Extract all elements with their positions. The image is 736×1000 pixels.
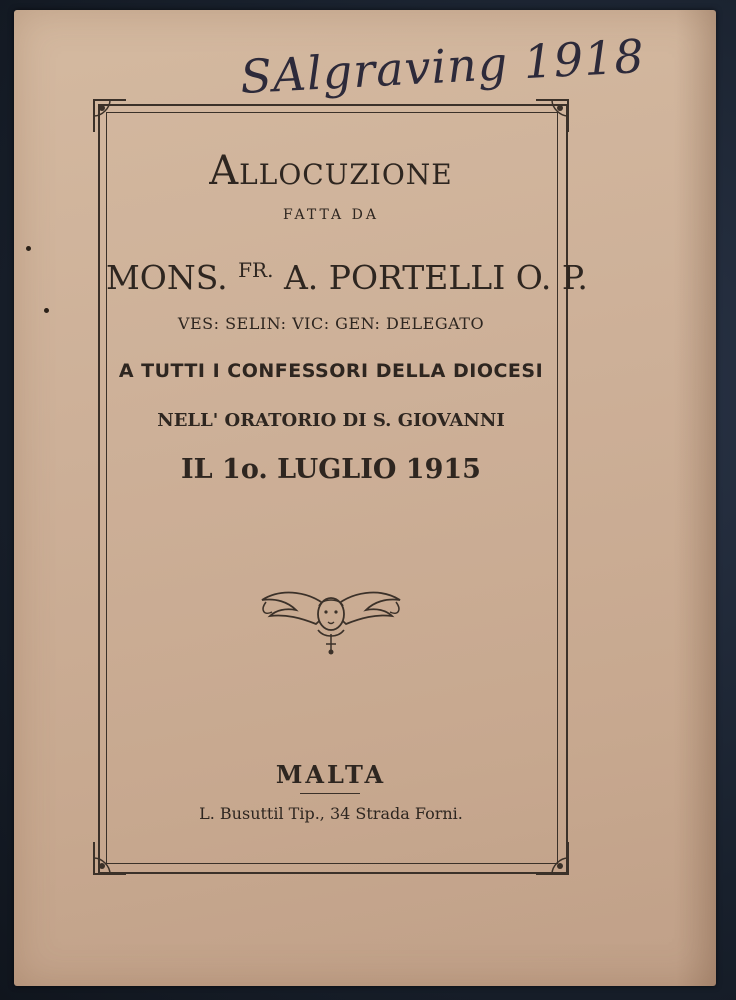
binding-hole — [26, 246, 31, 251]
divider — [300, 793, 360, 794]
city-line: MALTA — [275, 760, 387, 789]
printer-line: L. Busuttil Tip., 34 Strada Forni. — [199, 804, 463, 823]
binding-hole — [44, 308, 49, 313]
date-line: IL 1o. LUGLIO 1915 — [181, 454, 481, 485]
corner-ornament-icon — [90, 96, 130, 136]
author-name: A. PORTELLI O. P. — [283, 258, 588, 297]
author-line — [106, 250, 588, 298]
author-prefix: MONS. — [106, 258, 228, 297]
handwritten-signature: SAlgraving 1918 — [238, 28, 646, 105]
place-line: NELL' ORATORIO DI S. GIOVANNI — [157, 410, 505, 431]
corner-ornament-icon — [532, 838, 572, 878]
corner-ornament-icon — [90, 838, 130, 878]
audience-line: A TUTTI I CONFESSORI DELLA DIOCESI — [118, 360, 544, 382]
author-title: FR. — [238, 258, 274, 282]
fatta-da-line: FATTA DA — [283, 207, 379, 223]
corner-ornament-icon — [532, 96, 572, 136]
cherub-head-ornament-icon — [256, 580, 406, 660]
document-title: Allocuzione — [209, 148, 453, 194]
role-line: VES: SELIN: VIC: GEN: DELEGATO — [177, 314, 485, 333]
